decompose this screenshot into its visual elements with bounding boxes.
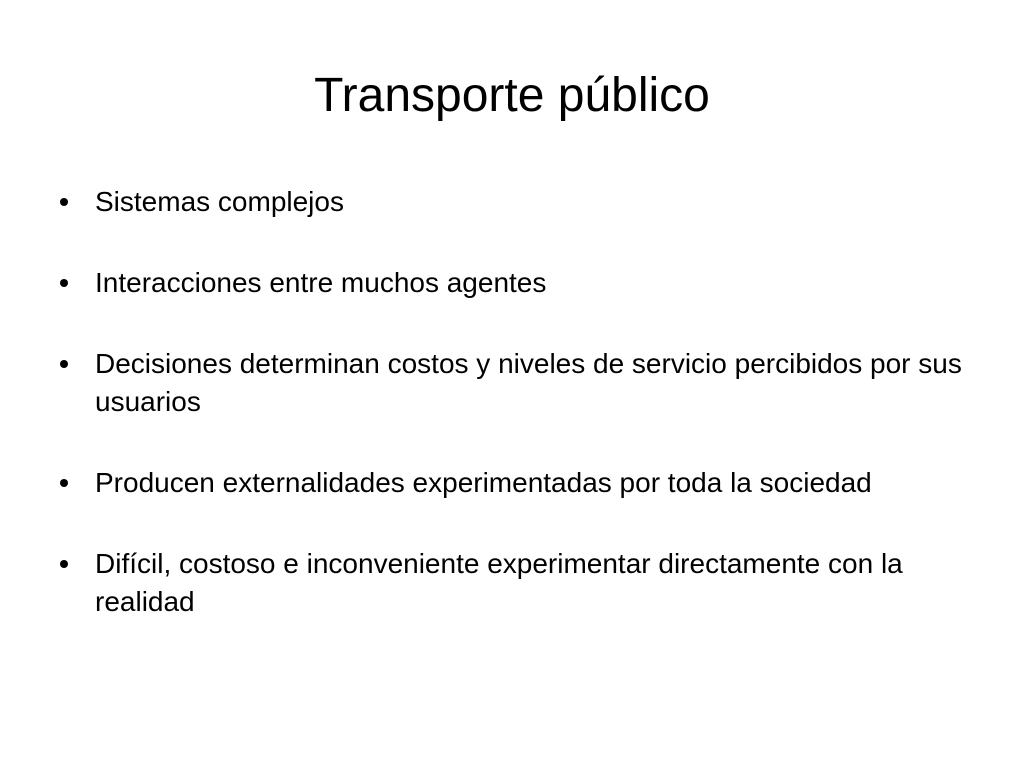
bullet-dot-icon: [60, 360, 68, 368]
slide-title: Transporte público: [314, 69, 710, 122]
bullet-dot-icon: [60, 279, 68, 287]
bullet-list: [58, 183, 978, 621]
bullet-item: [58, 183, 978, 221]
bullet-item: [58, 545, 978, 621]
bullet-dot-icon: [60, 479, 68, 487]
bullet-dot-icon: [60, 560, 68, 568]
bullet-item: [58, 464, 978, 502]
bullet-item: [58, 264, 978, 302]
bullet-text: Producen externalidades experimentadas por toda la sociedad: [95, 467, 872, 498]
bullet-text: Interacciones entre muchos agentes: [95, 267, 547, 298]
bullet-dot-icon: [60, 198, 68, 206]
bullet-text: Sistemas complejos: [95, 186, 344, 217]
bullet-text: Difícil, costoso e inconveniente experimentar directamente con la realidad: [95, 548, 903, 617]
bullet-text: Decisiones determinan costos y niveles de servicio percibidos por sus usuarios: [95, 348, 962, 417]
bullet-item: [58, 345, 978, 421]
